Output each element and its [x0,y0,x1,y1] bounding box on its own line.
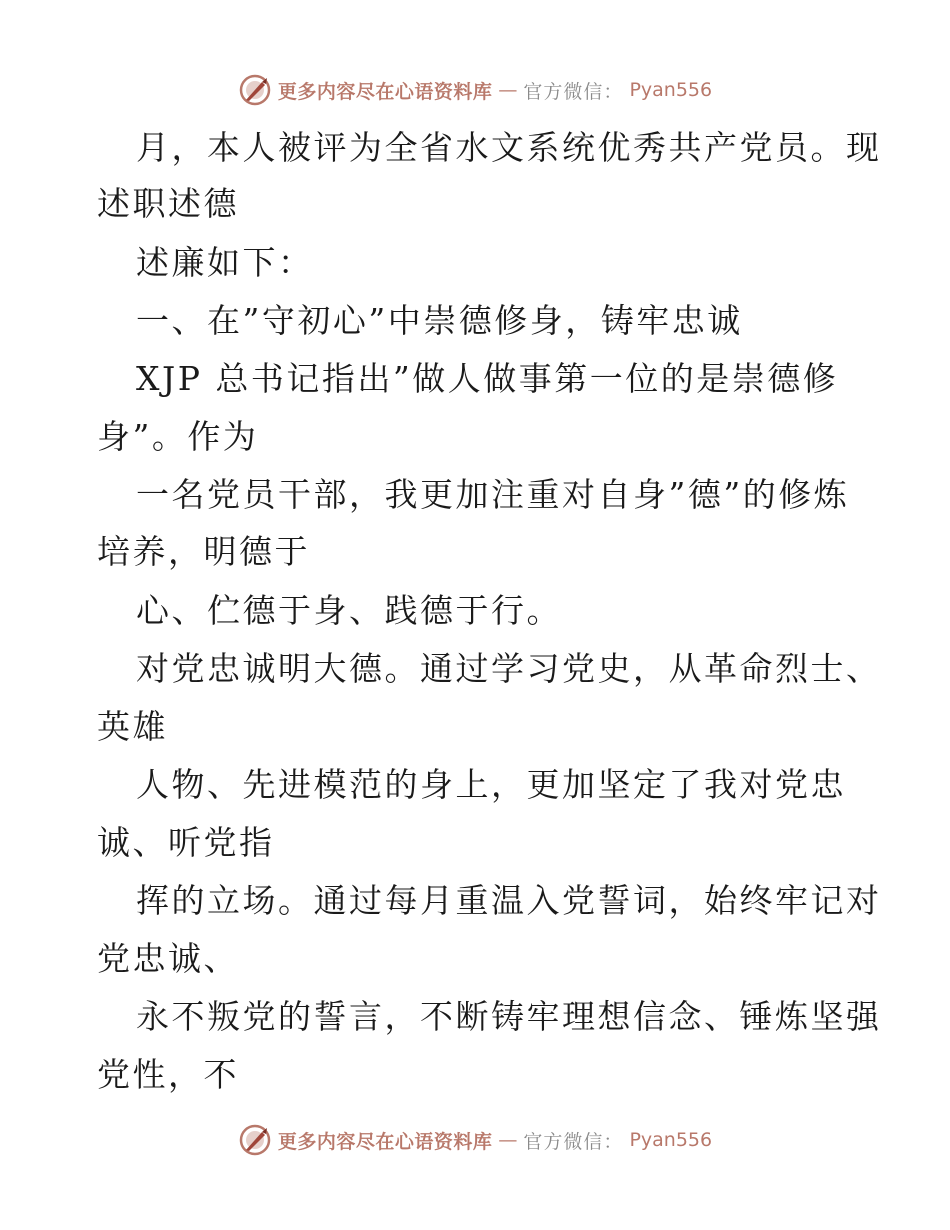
paragraph-line: 培养，明德于 [97,532,310,571]
paragraph-line: 党性，不 [97,1055,239,1094]
quill-logo-icon [238,73,272,107]
paragraph-line: 英雄 [97,707,168,746]
paragraph-line: 诚、听党指 [97,823,275,862]
quill-logo-icon [238,1123,272,1157]
wechat-id: Pyan556 [629,79,713,101]
banner-dash: — [498,79,518,101]
banner-title: 更多内容尽在心语资料库 [277,1130,493,1153]
paragraph-line: 月，本人被评为全省水文系统优秀共产党员。现 [136,128,882,167]
paragraph-line: 人物、先进模范的身上，更加坚定了我对党忠 [136,765,846,804]
paragraph-line: 述职述德 [97,184,239,223]
wechat-label: 官方微信： [523,80,624,103]
wechat-id: Pyan556 [629,1129,713,1151]
paragraph-line: 述廉如下： [136,243,314,282]
paragraph-line: 心、伫德于身、践德于行。 [136,591,562,630]
paragraph-line: 挥的立场。通过每月重温入党誓词，始终牢记对 [136,881,882,920]
footer-banner [0,1120,950,1160]
paragraph-line: 一名党员干部，我更加注重对自身”德”的修炼 [136,475,850,514]
header-banner [0,70,950,110]
banner-title: 更多内容尽在心语资料库 [277,80,493,103]
paragraph-line: 身”。作为 [97,417,259,456]
paragraph-line: XJP 总书记指出”做人做事第一位的是崇德修 [136,359,839,398]
banner-dash: — [498,1129,518,1151]
wechat-label: 官方微信： [523,1130,624,1153]
section-heading: 一、在”守初心”中崇德修身，铸牢忠诚 [136,301,743,340]
paragraph-line: 党忠诚、 [97,939,239,978]
paragraph-line: 永不叛党的誓言，不断铸牢理想信念、锤炼坚强 [136,997,882,1036]
paragraph-line: 对党忠诚明大德。通过学习党史，从革命烈士、 [136,649,882,688]
